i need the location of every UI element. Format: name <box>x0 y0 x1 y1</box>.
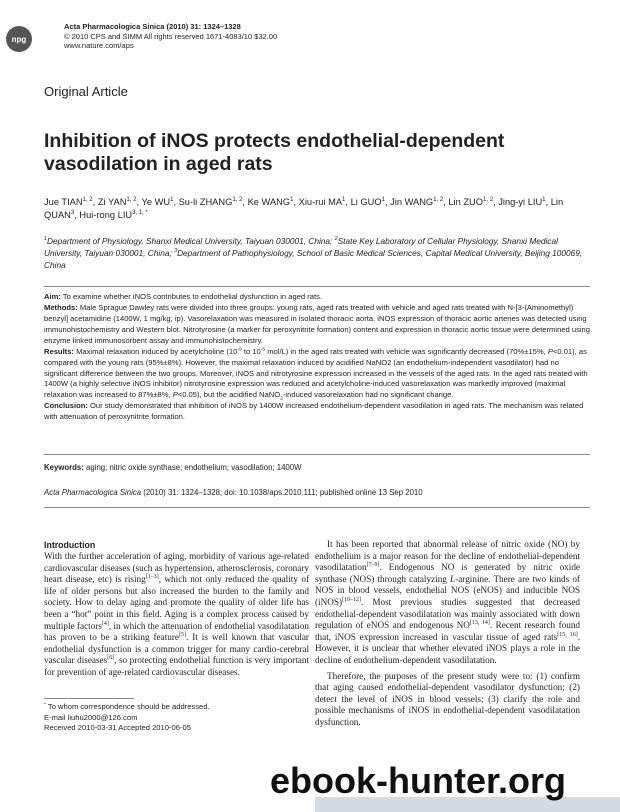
footnote <box>44 702 309 734</box>
author-name: Su-li ZHANG$^{1, 2}$ <box>178 196 243 207</box>
correspondence-note: * To whom correspondence should be addressed. <box>44 702 210 711</box>
citation: Acta Pharmacologica Sinica (2010) 31: 1324–1328; doi: 10.1038/aps.2010.111; published online 13 Sep 2010 <box>44 488 423 497</box>
author-name: Ke WANG$^1$ <box>247 196 294 207</box>
introduction-heading: Introduction <box>44 540 96 550</box>
author-name: Lin ZUO$^{1, 2}$ <box>448 196 494 207</box>
received-accepted: Received 2010-03-31 Accepted 2010-06-05 <box>44 723 191 733</box>
author-name: Ye $WU^1$ <box>141 196 174 207</box>
author-name: Li GUO$^1$ <box>350 196 385 207</box>
author-name: Hui-rong $LIU^{3, 1, *}$ <box>79 209 148 220</box>
left-column <box>44 551 309 679</box>
citation-rule <box>44 507 590 508</box>
paper-title <box>44 130 584 176</box>
right-column <box>315 539 580 729</box>
abstract-conclusion: Conclusion: Our study demonstrated that inhibition of iNOS by 1400W increased endothelium-dependent vasodilation in aged rats. The mechanism was related with attenuation of peroxynitrite formation. <box>44 401 584 422</box>
affiliation-1: Department of Physiology, Shanxi Medical University, Taiyuan 030001, China; <box>47 236 335 246</box>
journal-header <box>64 22 277 51</box>
author-name: Zi YAN$^{1, 2}$ <box>97 196 137 207</box>
watermark-text: ebook-hunter.org <box>270 760 566 801</box>
author-list: Jue TIAN$^{1, 2}$, Zi YAN$^{1, 2}$, Ye $WU^1$, Su-li ZHANG$^{1, 2}$, Ke WANG$^1$, Xiu-rui $MA^1$, Li GUO$^1$, Jin WANG$^{1, 2}$, Lin ZUO$^{1, 2}$, Jing-yi LIU$^1$, Lin QUAN$^3$, Hui-rong $LIU^{3, 1, *}$ <box>44 196 564 220</box>
keywords: Keywords: aging; nitric oxide synthase; endothelium; vasodilation; 1400W <box>44 463 302 472</box>
section-type: Original Article <box>44 84 128 99</box>
author-name: Jue TIAN$^{1, 2}$ <box>44 196 93 207</box>
contact-email[interactable]: E-mail liuhu2000@126.com <box>44 712 138 722</box>
abstract-methods: Methods: Male Sprague Dawley rats were divided into three groups: young rats, aged rats treated with vehicle and aged rats treated with N-[3-(Aminomethyl) benzyl] acetamidine (1400W, 1 mg/kg, ip). Vasorelaxation was measured in isolated thoracic aorta. iNOS expression of thoracic aortic arteries was detected using immunohistochemistry and Western blot. Nitrotyrosine (a marker for peroxynitrite formation) content and expression in thoracic aortic tissue were determined using enzyme linked immunosorbent assay and immunohistochemistry. <box>44 303 591 345</box>
affiliation-3: Department of Pathophysiology, School of Basic Medical Sciences, Capital Medical University, Beijing 100069, China <box>44 248 583 271</box>
author-name: Jing-yi LIU$^1$ <box>498 196 546 207</box>
abstract-aim: Aim: To examine whether iNOS contributes to endothelial dysfunction in aged rats. <box>44 292 323 301</box>
right-paragraph-1: It has been reported that abnormal release of nitric oxide (NO) by endothelium is a major reason for the decline of endothelial-dependent vasodilatation[7–9]. Endogenous NO is generated by nitric oxide synthase (NOS) through catalyzing L-arginine. There are two kinds of NOS in blood vessels, endothelial NOS (eNOS) and inducible NOS (iNOS)[10–12]. Most previous studies suggested that decreased endothelial-dependent vasodilatation was mainly associated with down regulation of eNOS and endogenous NO[13, 14]. Recent research found that, iNOS expression increased in vascular tissue of aged rats[15, 16]. However, it is unclear that whether elevated iNOS plays a role in the decline of endothelium-dependent vasodilatation. <box>315 539 581 665</box>
journal-url[interactable]: www.nature.com/aps <box>64 41 134 50</box>
author-name: Jin WANG$^{1, 2}$ <box>390 196 444 207</box>
npg-logo: npg <box>6 26 32 52</box>
abstract-top-rule <box>44 286 590 287</box>
abstract <box>44 292 590 424</box>
intro-paragraph-1: With the further acceleration of aging, morbidity of various age-related cardiovascular diseases (such as hypertension, atherosclerosis, coronary heart disease, etc) is rising[1–3], which not only reduced the quality of life of older persons but also increased the burden to the family and society. How to delay aging and promote the quality of older life has been a “hot” point in this field. Aging is a complex process caused by multiple factors[4], in which the attenuation of endothelial vasodilatation has proven to be a striking feature[5]. It is well known that vascular endothelial dysfunction is a common trigger for many cardio-cerebral vascular diseases[6], so protecting endothelial function is very important for prevention of age-related cardiovascular diseases. <box>44 551 310 677</box>
abstract-results: Results: Maximal relaxation induced by acetylcholine ($10^{-9}$ to $10^{-5}$ mol/L) in the aged rats treated with vehicle was significantly decreased (70%±15%, P<0.01), as compared with the young rats (95%±8%). However, the maximal relaxation induced by acidified NaNO2 (an endothelium-independent vasodilator) had no significant difference between the two groups. Moreover, iNOS and nitrotyrosine expression increased in the vessels of the aged rats. In the aged rats treated with 1400W (a highly selective iNOS inhibitor) nitrotyrosine expression was reduced and acetylcholine-induced vasorelaxation was markedly improved (maximal relaxation was increased to 87%±8%, P<0.05), but the acidified NaNO$_2$-induced vasorelaxation had no significant change. <box>44 346 588 402</box>
title-line-2: vasodilation in aged rats <box>44 153 273 175</box>
title-line-1: Inhibition of iNOS protects endothelial-dependent <box>44 130 505 152</box>
affiliations: $^1$Department of Physiology, Shanxi Medical University, Taiyuan 030001, China; $^2$State Key Laboratory of Cellular Physiology, Shanxi Medical University, Taiyuan 030001, China; $^3$Department of Pathophysiology, School of Basic Medical Sciences, Capital Medical University, Beijing 100069, China <box>44 236 583 271</box>
abstract-bottom-rule <box>44 454 590 455</box>
footnote-rule <box>44 698 134 699</box>
affiliation-2: State Key Laboratory of Cellular Physiology, Shanxi Medical University, Taiyuan 030001, China; <box>44 236 558 259</box>
author-name: Lin QUAN$^3$ <box>44 197 564 220</box>
copyright-line: © 2010 CPS and SIMM All rights reserved 1671-4083/10 $32.00 <box>64 31 278 41</box>
right-paragraph-2: Therefore, the purposes of the present study were to: (1) confirm that aging caused endothelial-dependent vasodilator dysfunction; (2) detect the level of iNOS in blood vessels; (3) clarify the role and possible mechanisms of iNOS in endothelial-dependent vasodilatation dysfunction. <box>315 670 580 727</box>
journal-line: Acta Pharmacologica Sinica (2010) 31: 1324–1328 <box>64 22 241 31</box>
author-name: Xiu-rui $MA^1$ <box>298 196 346 207</box>
